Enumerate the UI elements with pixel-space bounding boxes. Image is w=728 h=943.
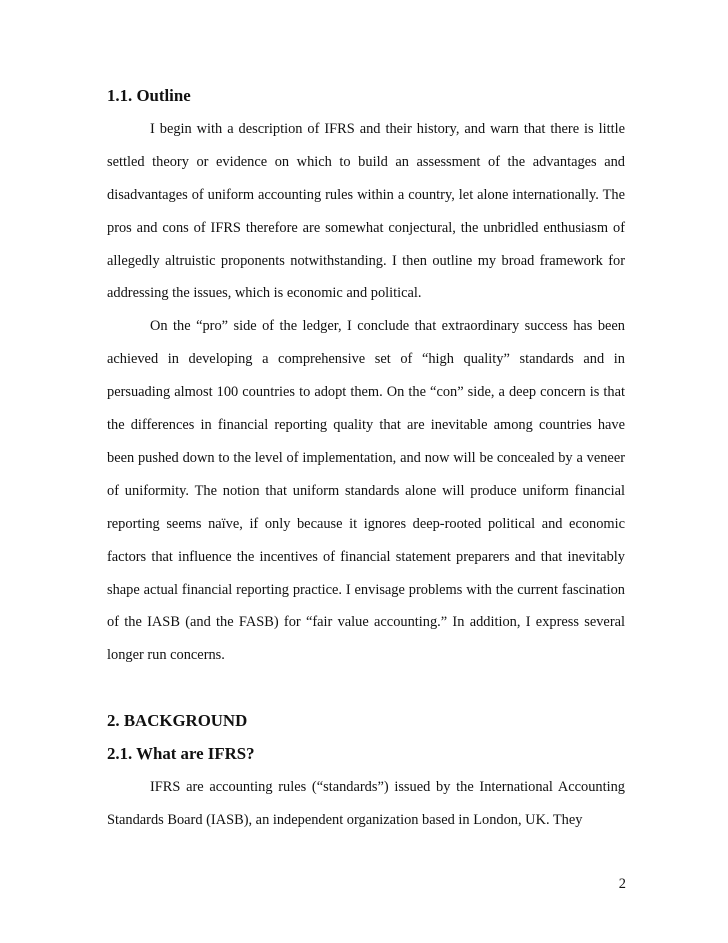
page-body bbox=[107, 80, 625, 837]
subsection-heading-what-are-ifrs: 2.1. What are IFRS? bbox=[107, 744, 255, 764]
section-heading-background: 2. BACKGROUND bbox=[107, 711, 248, 731]
page-number: 2 bbox=[618, 876, 626, 892]
paragraph-outline-2: On the “pro” side of the ledger, I conclude that extraordinary success has been achieved in developing a comprehensive set of “high quality” standards and in persuading almost 100 countries to adopt them. On the “con” side, a deep concern is that the differences in financial reporting quality that are inevitable among countries have been pushed down to the level of implementation, and now will be concealed by a veneer of uniformity. The notion that uniform standards alone will produce uniform financial reporting seems naïve, if only because it ignores deep-rooted political and economic factors that influence the incentives of financial statement preparers and that inevitably shape actual financial reporting practice. I envisage problems with the current fascination of the IASB (and the FASB) for “fair value accounting.” In addition, I express several longer run concerns. bbox=[107, 318, 625, 664]
section-spacer bbox=[107, 672, 625, 705]
paragraph-background-1: IFRS are accounting rules (“standards”) issued by the International Accounting Standards Board (IASB), an independent organization based in London, UK. They bbox=[107, 779, 625, 828]
paragraph-outline-1: I begin with a description of IFRS and their history, and warn that there is little settled theory or evidence on which to build an assessment of the advantages and disadvantages of uniform accounting rules within a country, let alone internationally. The pros and cons of IFRS therefore are somewhat conjectural, the unbridled enthusiasm of allegedly altruistic proponents notwithstanding. I then outline my broad framework for addressing the issues, which is economic and political. bbox=[107, 120, 625, 302]
section-heading-outline: 1.1. Outline bbox=[107, 86, 191, 105]
